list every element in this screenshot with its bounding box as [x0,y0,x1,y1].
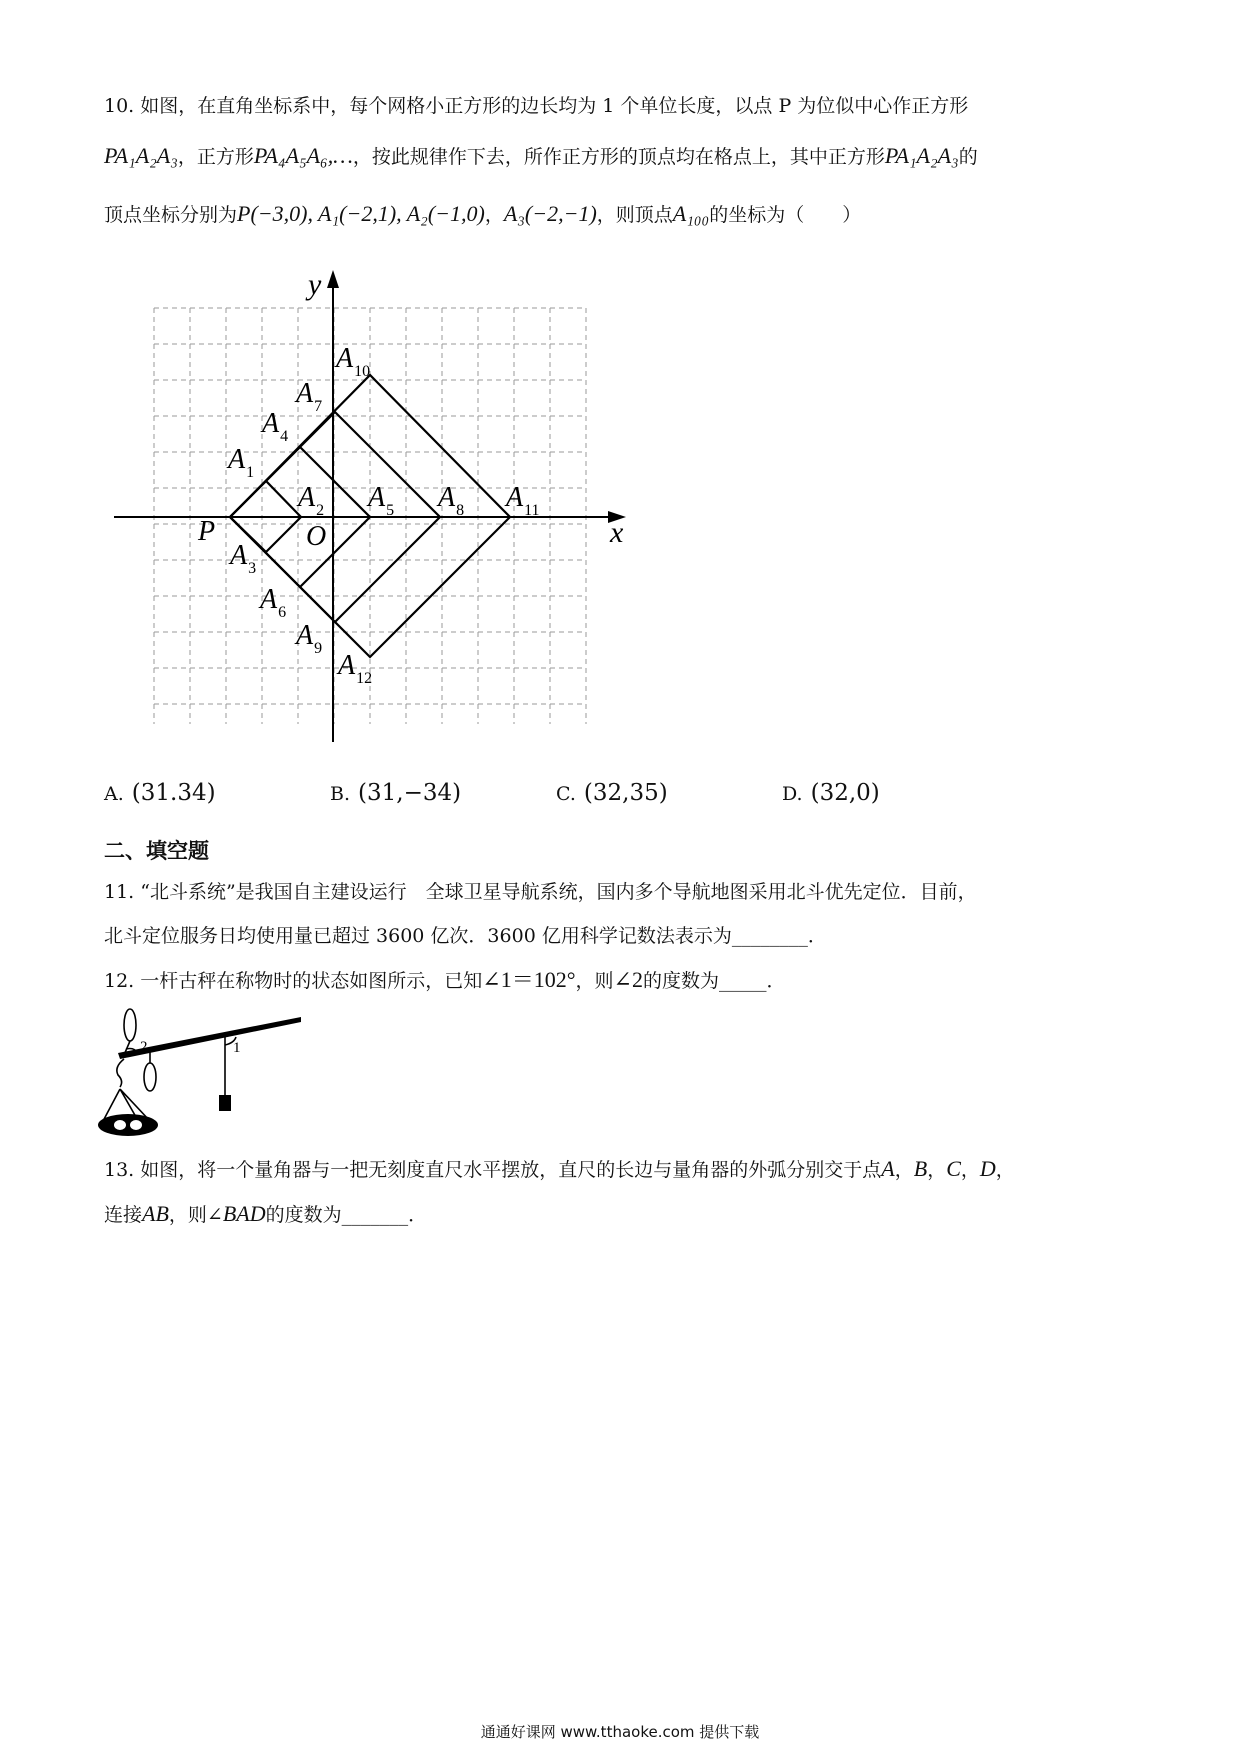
pan-hole-right [130,1120,142,1130]
option-b[interactable] [330,780,461,806]
q13-line1 [104,1155,1015,1184]
q10-line3 [104,200,861,229]
q10-coord-a3: A₃(−2,−1) [503,201,597,226]
option-d-value: (32,0) [810,780,880,806]
option-b-value: (31,−34) [358,780,462,806]
section-title: 二、填空题 [104,839,209,863]
q13-text: ，则∠ [168,1204,223,1226]
angle-bad: BAD [222,1201,266,1226]
q10-text: 的 [958,146,978,168]
y-axis-arrow [327,270,339,288]
q10-square-name-2: PA₁A₂A₃ [884,143,959,168]
q10-line1: 10. 如图，在直角坐标系中，每个网格小正方形的边长均为 1 个单位长度，以点 P 为位似中心作正方形 [104,95,969,117]
segment-ab: AB [142,1201,169,1226]
point-d: D [979,1156,996,1181]
q12-line [104,966,785,995]
q13-text: ， [960,1159,980,1181]
q12-text: 的度数为_____． [642,970,786,992]
vertex-label-4: $A_4$ [262,408,289,445]
point-b: B [913,1156,928,1181]
q13-text: 连接 [104,1204,143,1226]
coordinate-figure [110,262,650,762]
x-axis-label: x [610,516,624,549]
q13-text: ， [927,1159,947,1181]
option-b-letter: B. [330,783,351,805]
vertex-label-5: $A_5$ [368,482,395,519]
option-c-letter: C. [556,783,576,805]
vertex-label-8: $A_8$ [438,482,465,519]
vertex-label-12: $A_{12}$ [338,650,373,687]
q13-text: 13. 如图，将一个量角器与一把无刻度直尺水平摆放，直尺的长边与量角器的外弧分别交于点 [104,1159,882,1181]
option-a-value: (31.34) [131,780,216,806]
pan-hole-left [114,1120,126,1130]
q10-a100: A₁₀₀ [672,201,710,226]
q10-square-seq: PA₄A₅A₆,… [253,143,353,168]
q10-line2 [104,142,978,171]
q10-text: 的坐标为（ ） [709,204,862,226]
q12-text: ，则 [575,970,614,992]
hook [117,1059,124,1087]
vertex-label-9: $A_9$ [296,620,323,657]
option-a-letter: A. [104,783,124,805]
q12-angle2: ∠2 [613,967,643,992]
y-axis-label: y [308,268,322,301]
vertex-label-7: $A_7$ [296,378,323,415]
top-loop [124,1009,136,1041]
page-footer: 通通好课网 www.tthaoke.com 提供下载 [480,1723,760,1741]
weight [219,1095,231,1111]
point-c: C [946,1156,961,1181]
angle1-label: 1 [233,1040,241,1056]
vertex-label-2: $A_2$ [298,482,325,519]
q10-text: ，按此规律作下去，所作正方形的顶点均在格点上，其中正方形 [352,146,885,168]
vertex-labels [226,343,540,687]
angle2-label: 2 [140,1039,148,1055]
q12-text: 12. 一杆古秤在称物时的状态如图所示，已知 [104,970,483,992]
vertex-label-1: $A_1$ [228,444,255,481]
pan [98,1114,158,1136]
q10-square-name: PA₁A₂A₃ [104,143,178,168]
q13-text: 的度数为_______． [265,1204,428,1226]
q13-text: ， [894,1159,914,1181]
q10-text: ， [484,204,504,226]
point-a: A [881,1156,895,1181]
origin-label: O [306,521,327,552]
vertex-label-3: $A_3$ [230,540,257,577]
point-p-label: P [198,516,216,547]
q12-angle1: ∠1＝102° [482,967,576,992]
q13-text: ， [995,1159,1015,1181]
option-d-letter: D. [782,783,803,805]
vertex-label-10: $A_{10}$ [336,343,371,380]
q10-text: ，正方形 [177,146,254,168]
steelyard-figure [96,1005,311,1140]
option-c-value: (32,35) [583,780,668,806]
q11-line2: 北斗定位服务日均使用量已超过 3600 亿次．3600 亿用科学记数法表示为________． [104,925,827,947]
option-c[interactable] [556,780,668,806]
q10-text: ，则顶点 [596,204,673,226]
option-d[interactable] [782,780,880,806]
q10-coords: P(−3,0), A₁(−2,1), A₂(−1,0) [237,201,485,226]
side-loop [144,1063,156,1091]
q13-line2 [104,1200,427,1229]
vertex-label-6: $A_6$ [260,584,287,621]
q10-text: 顶点坐标分别为 [104,204,238,226]
q11-line1: 11. “北斗系统”是我国自主建设运行 全球卫星导航系统，国内多个导航地图采用北斗优先定位．目前， [104,881,977,903]
option-a[interactable] [104,780,216,806]
vertex-label-11: $A_{11}$ [506,482,540,519]
